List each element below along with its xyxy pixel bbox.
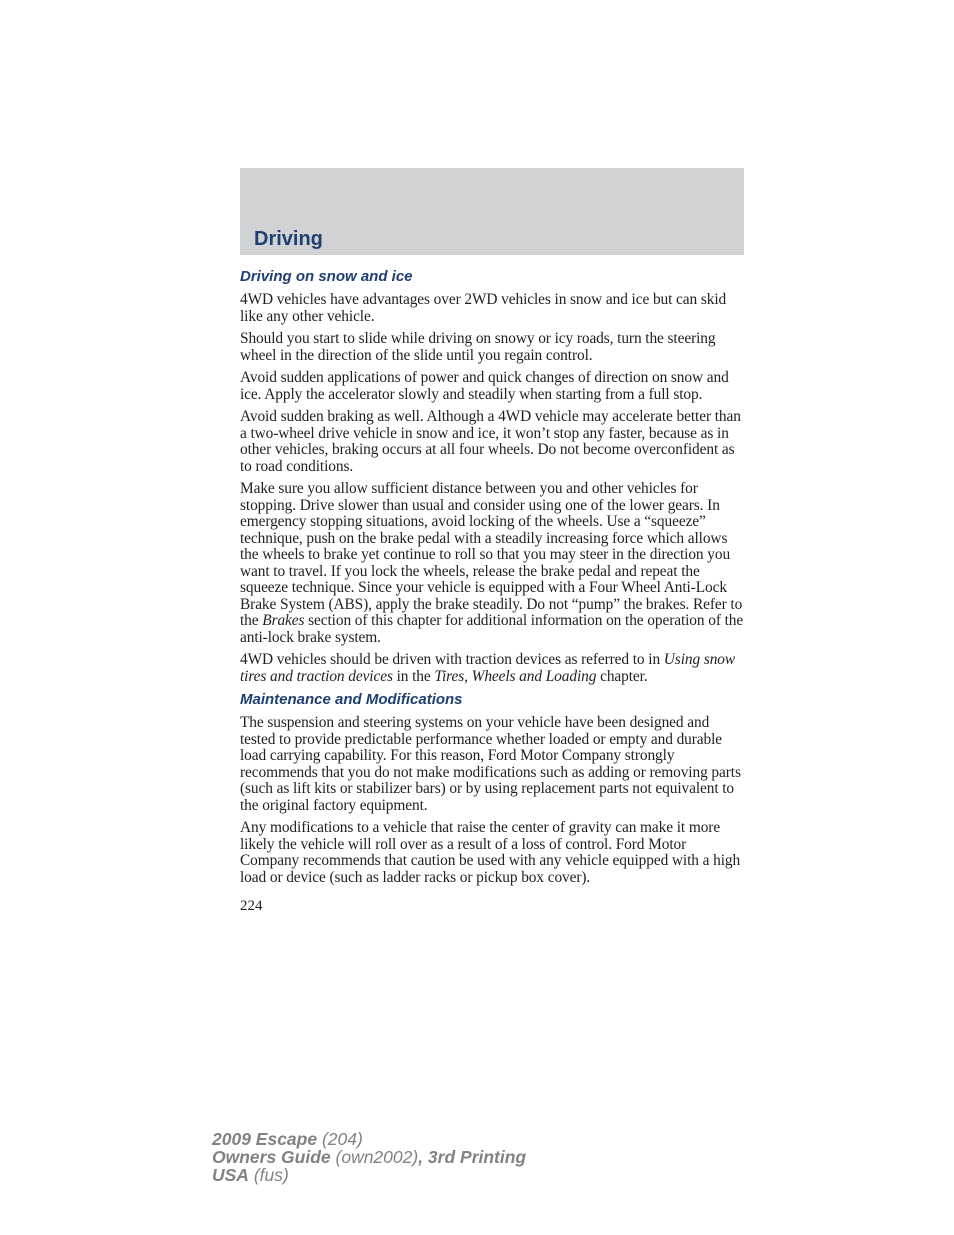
traction-text-middle: in the	[392, 667, 435, 685]
footer-guide-code: (own2002)	[330, 1147, 419, 1167]
brakes-reference: Brakes	[262, 612, 305, 629]
traction-text-before: 4WD vehicles should be driven with traction devices as referred to in	[240, 651, 664, 668]
snow-tires-reference: Using snow tires and traction devices	[240, 651, 736, 685]
abs-text-after: section of this chapter for additional information on the operation of the anti-lock brake system.	[240, 612, 744, 646]
page-content	[240, 268, 746, 915]
footer-market-code: (fus)	[248, 1165, 289, 1185]
footer-guide: Owners Guide	[212, 1147, 331, 1167]
footer-line-3	[212, 1166, 526, 1184]
paragraph: Avoid sudden braking as well. Although a 4WD vehicle may accelerate better than a two-wheel drive vehicle in snow and ice, it won’t stop any faster, because as in other vehicles, braking occurs at all four wheels. Do not become overconfident as to road conditions.	[240, 408, 741, 475]
tires-chapter-reference: Tires, Wheels and Loading	[434, 667, 597, 685]
footer-printing: , 3rd Printing	[418, 1147, 527, 1167]
paragraph: The suspension and steering systems on your vehicle have been designed and tested to provide predictable performance whether loaded or empty and durable load carrying capability. For this reason, Ford Motor Company strongly recommends that you do not make modifications such as adding or removing parts (such as lift kits or stabilizer bars) or by using replacement parts not equivalent to the original factory equipment.	[240, 714, 741, 814]
paragraph: 4WD vehicles have advantages over 2WD vehicles in snow and ice but can skid like any other vehicle.	[240, 291, 727, 325]
chapter-header-band	[240, 168, 744, 255]
footer-market: USA	[212, 1165, 249, 1185]
paragraph: Should you start to slide while driving on snowy or icy roads, turn the steering wheel in the direction of the slide until you regain control.	[240, 330, 716, 364]
chapter-title: Driving	[254, 228, 323, 250]
section-heading-maintenance: Maintenance and Modifications	[240, 691, 463, 708]
paragraph: Any modifications to a vehicle that raise the center of gravity can make it more likely the vehicle will roll over as a result of a loss of control. Ford Motor Company recommends that caution be used with any vehicle equipped with a high load or device (such as ladder racks or pickup box cover).	[240, 819, 741, 886]
section-heading-snow-ice: Driving on snow and ice	[240, 268, 413, 285]
traction-text-after: chapter.	[596, 667, 648, 685]
footer-line-2	[212, 1148, 526, 1166]
footer-model: 2009 Escape	[212, 1129, 318, 1149]
paragraph: Avoid sudden applications of power and quick changes of direction on snow and ice. Apply the accelerator slowly and steadily when starting from a full stop.	[240, 369, 729, 403]
document-footer	[212, 1130, 526, 1184]
paragraph-traction	[240, 652, 746, 685]
page-number: 224	[240, 898, 263, 914]
paragraph-abs	[240, 481, 746, 646]
footer-line-1	[212, 1130, 526, 1148]
abs-text-before: Make sure you allow sufficient distance between you and other vehicles for stopping. Drive slower than usual and consider using one of the lower gears. In emergency stopping situations, avoid locking of the wheels. Use a “squeeze” technique, push on the brake pedal with a steadily increasing force which allows the wheels to brake yet continue to roll so that you may steer in the direction you want to travel. If you lock the wheels, release the brake pedal and repeat the squeeze technique. Since your vehicle is equipped with a Four Wheel Anti-Lock Brake System (ABS), apply the brake steadily. Do not “pump” the brakes. Refer to the	[240, 480, 743, 629]
footer-model-code: (204)	[317, 1129, 363, 1149]
